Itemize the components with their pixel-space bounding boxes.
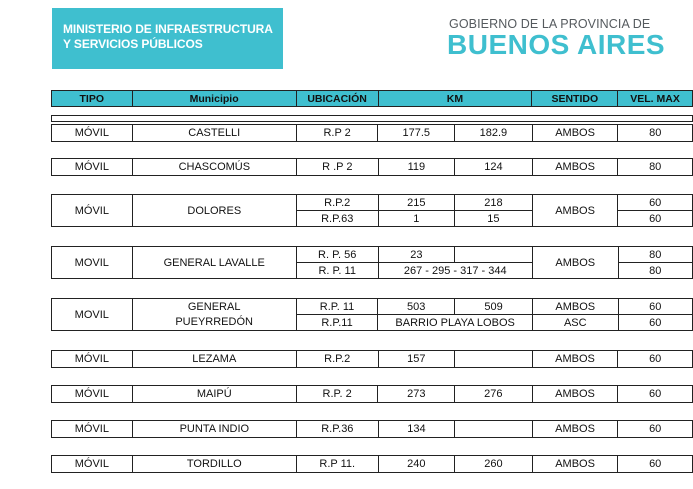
cell-municipio: CHASCOMÚS xyxy=(132,159,296,176)
cell-municipio: LEZAMA xyxy=(132,351,296,368)
table-row xyxy=(51,350,693,368)
cell-ubicacion: R.P. 11 xyxy=(296,299,378,315)
cell-km-start: 240 xyxy=(378,456,455,473)
cell-tipo: MÓVIL xyxy=(52,421,133,438)
cell-km-end: 182.9 xyxy=(455,125,533,142)
cell-tipo: MÓVIL xyxy=(52,195,133,227)
cell-km-start: 23 xyxy=(378,247,455,263)
ministry-logo-box xyxy=(52,8,283,69)
column-header-sentido: SENTIDO xyxy=(532,91,618,107)
cell-km-start: 503 xyxy=(378,299,455,315)
table-row xyxy=(51,420,693,438)
cell-sentido: AMBOS xyxy=(532,299,618,315)
cell-ubicacion: R.P 11. xyxy=(296,456,378,473)
cell-km-list: 267 - 295 - 317 - 344 xyxy=(378,263,532,279)
table-header xyxy=(51,90,693,107)
table-row xyxy=(51,194,693,227)
cell-km-end: 260 xyxy=(455,456,533,473)
cell-ubicacion: R.P.36 xyxy=(297,421,379,438)
cell-ubicacion: R.P.11 xyxy=(296,315,378,331)
cell-km-start: 157 xyxy=(378,351,455,368)
cell-vel-max: 60 xyxy=(618,299,692,315)
cell-km-end: 509 xyxy=(455,299,533,315)
column-header-tipo: TIPO xyxy=(52,91,133,107)
cell-municipio: GENERAL LAVALLE xyxy=(132,247,296,279)
cell-ubicacion: R. P. 11 xyxy=(296,263,378,279)
table-row xyxy=(51,124,693,142)
cell-sentido: AMBOS xyxy=(532,386,618,403)
cell-km-end: 218 xyxy=(455,195,533,211)
column-header-ubicacion: UBICACIÓN xyxy=(296,91,378,107)
table-row xyxy=(51,158,693,176)
cell-ubicacion: R.P.63 xyxy=(296,211,378,227)
cell-km-location: BARRIO PLAYA LOBOS xyxy=(378,315,533,331)
cell-vel-max: 60 xyxy=(618,351,693,368)
cell-vel-max: 60 xyxy=(618,421,693,438)
government-title: GOBIERNO DE LA PROVINCIA DE xyxy=(449,17,651,31)
cell-sentido: AMBOS xyxy=(532,125,618,142)
cell-sentido: ASC xyxy=(532,315,618,331)
cell-sentido: AMBOS xyxy=(532,456,618,473)
column-header-km: KM xyxy=(378,91,532,107)
cell-municipio: CASTELLI xyxy=(132,125,296,142)
cell-km-start: 1 xyxy=(378,211,455,227)
table-row xyxy=(51,455,693,473)
cell-sentido: AMBOS xyxy=(532,351,618,368)
cell-km-end xyxy=(455,421,532,438)
cell-vel-max: 80 xyxy=(618,125,693,142)
cell-ubicacion: R.P.2 xyxy=(296,351,378,368)
cell-ubicacion: R .P 2 xyxy=(296,159,378,176)
cell-vel-max: 60 xyxy=(618,456,693,473)
cell-km-end xyxy=(455,247,533,263)
cell-municipio-line2: PUEYRREDÓN xyxy=(132,315,296,331)
cell-municipio: PUNTA INDIO xyxy=(132,421,296,438)
cell-sentido: AMBOS xyxy=(532,159,618,176)
spacer-row xyxy=(51,115,693,122)
column-header-municipio: Municipio xyxy=(132,91,296,107)
cell-municipio: TORDILLO xyxy=(132,456,296,473)
cell-tipo: MÓVIL xyxy=(52,125,133,142)
cell-sentido: AMBOS xyxy=(532,421,618,438)
cell-ubicacion: R. P. 56 xyxy=(296,247,378,263)
table-row xyxy=(51,385,693,403)
table-row xyxy=(51,298,693,331)
cell-km-end: 124 xyxy=(455,159,533,176)
cell-km-end: 15 xyxy=(455,211,533,227)
cell-tipo: MÓVIL xyxy=(52,386,133,403)
cell-km-start: 134 xyxy=(378,421,455,438)
cell-ubicacion: R.P.2 xyxy=(296,195,378,211)
ministry-name-line1: MINISTERIO DE INFRAESTRUCTURA xyxy=(63,22,273,36)
cell-km-end: 276 xyxy=(455,386,533,403)
cell-municipio-line1: GENERAL xyxy=(132,299,296,315)
ministry-name-line2: Y SERVICIOS PÚBLICOS xyxy=(63,37,203,51)
cell-ubicacion: R.P 2 xyxy=(296,125,378,142)
cell-km-start: 119 xyxy=(378,159,455,176)
cell-sentido: AMBOS xyxy=(532,195,618,227)
cell-vel-max: 60 xyxy=(618,315,692,331)
cell-vel-max: 60 xyxy=(618,211,693,227)
cell-tipo: MÓVIL xyxy=(52,456,133,473)
cell-tipo: MOVIL xyxy=(52,299,133,331)
cell-vel-max: 80 xyxy=(618,263,692,279)
cell-ubicacion: R.P. 2 xyxy=(296,386,378,403)
cell-municipio: MAIPÚ xyxy=(132,386,296,403)
column-header-vel-max: VEL. MAX xyxy=(618,91,693,107)
cell-tipo: MÓVIL xyxy=(52,159,133,176)
cell-vel-max: 60 xyxy=(618,386,693,403)
cell-sentido: AMBOS xyxy=(532,247,618,279)
cell-tipo: MOVIL xyxy=(52,247,133,279)
cell-km-end xyxy=(455,351,533,368)
cell-vel-max: 80 xyxy=(618,159,693,176)
cell-vel-max: 60 xyxy=(618,195,693,211)
province-name: BUENOS AIRES xyxy=(447,29,666,60)
cell-municipio: DOLORES xyxy=(132,195,296,227)
table-row xyxy=(51,246,693,279)
cell-km-start: 273 xyxy=(378,386,455,403)
cell-km-start: 177.5 xyxy=(378,125,455,142)
cell-km-start: 215 xyxy=(378,195,455,211)
cell-vel-max: 80 xyxy=(618,247,692,263)
cell-tipo: MÓVIL xyxy=(52,351,133,368)
